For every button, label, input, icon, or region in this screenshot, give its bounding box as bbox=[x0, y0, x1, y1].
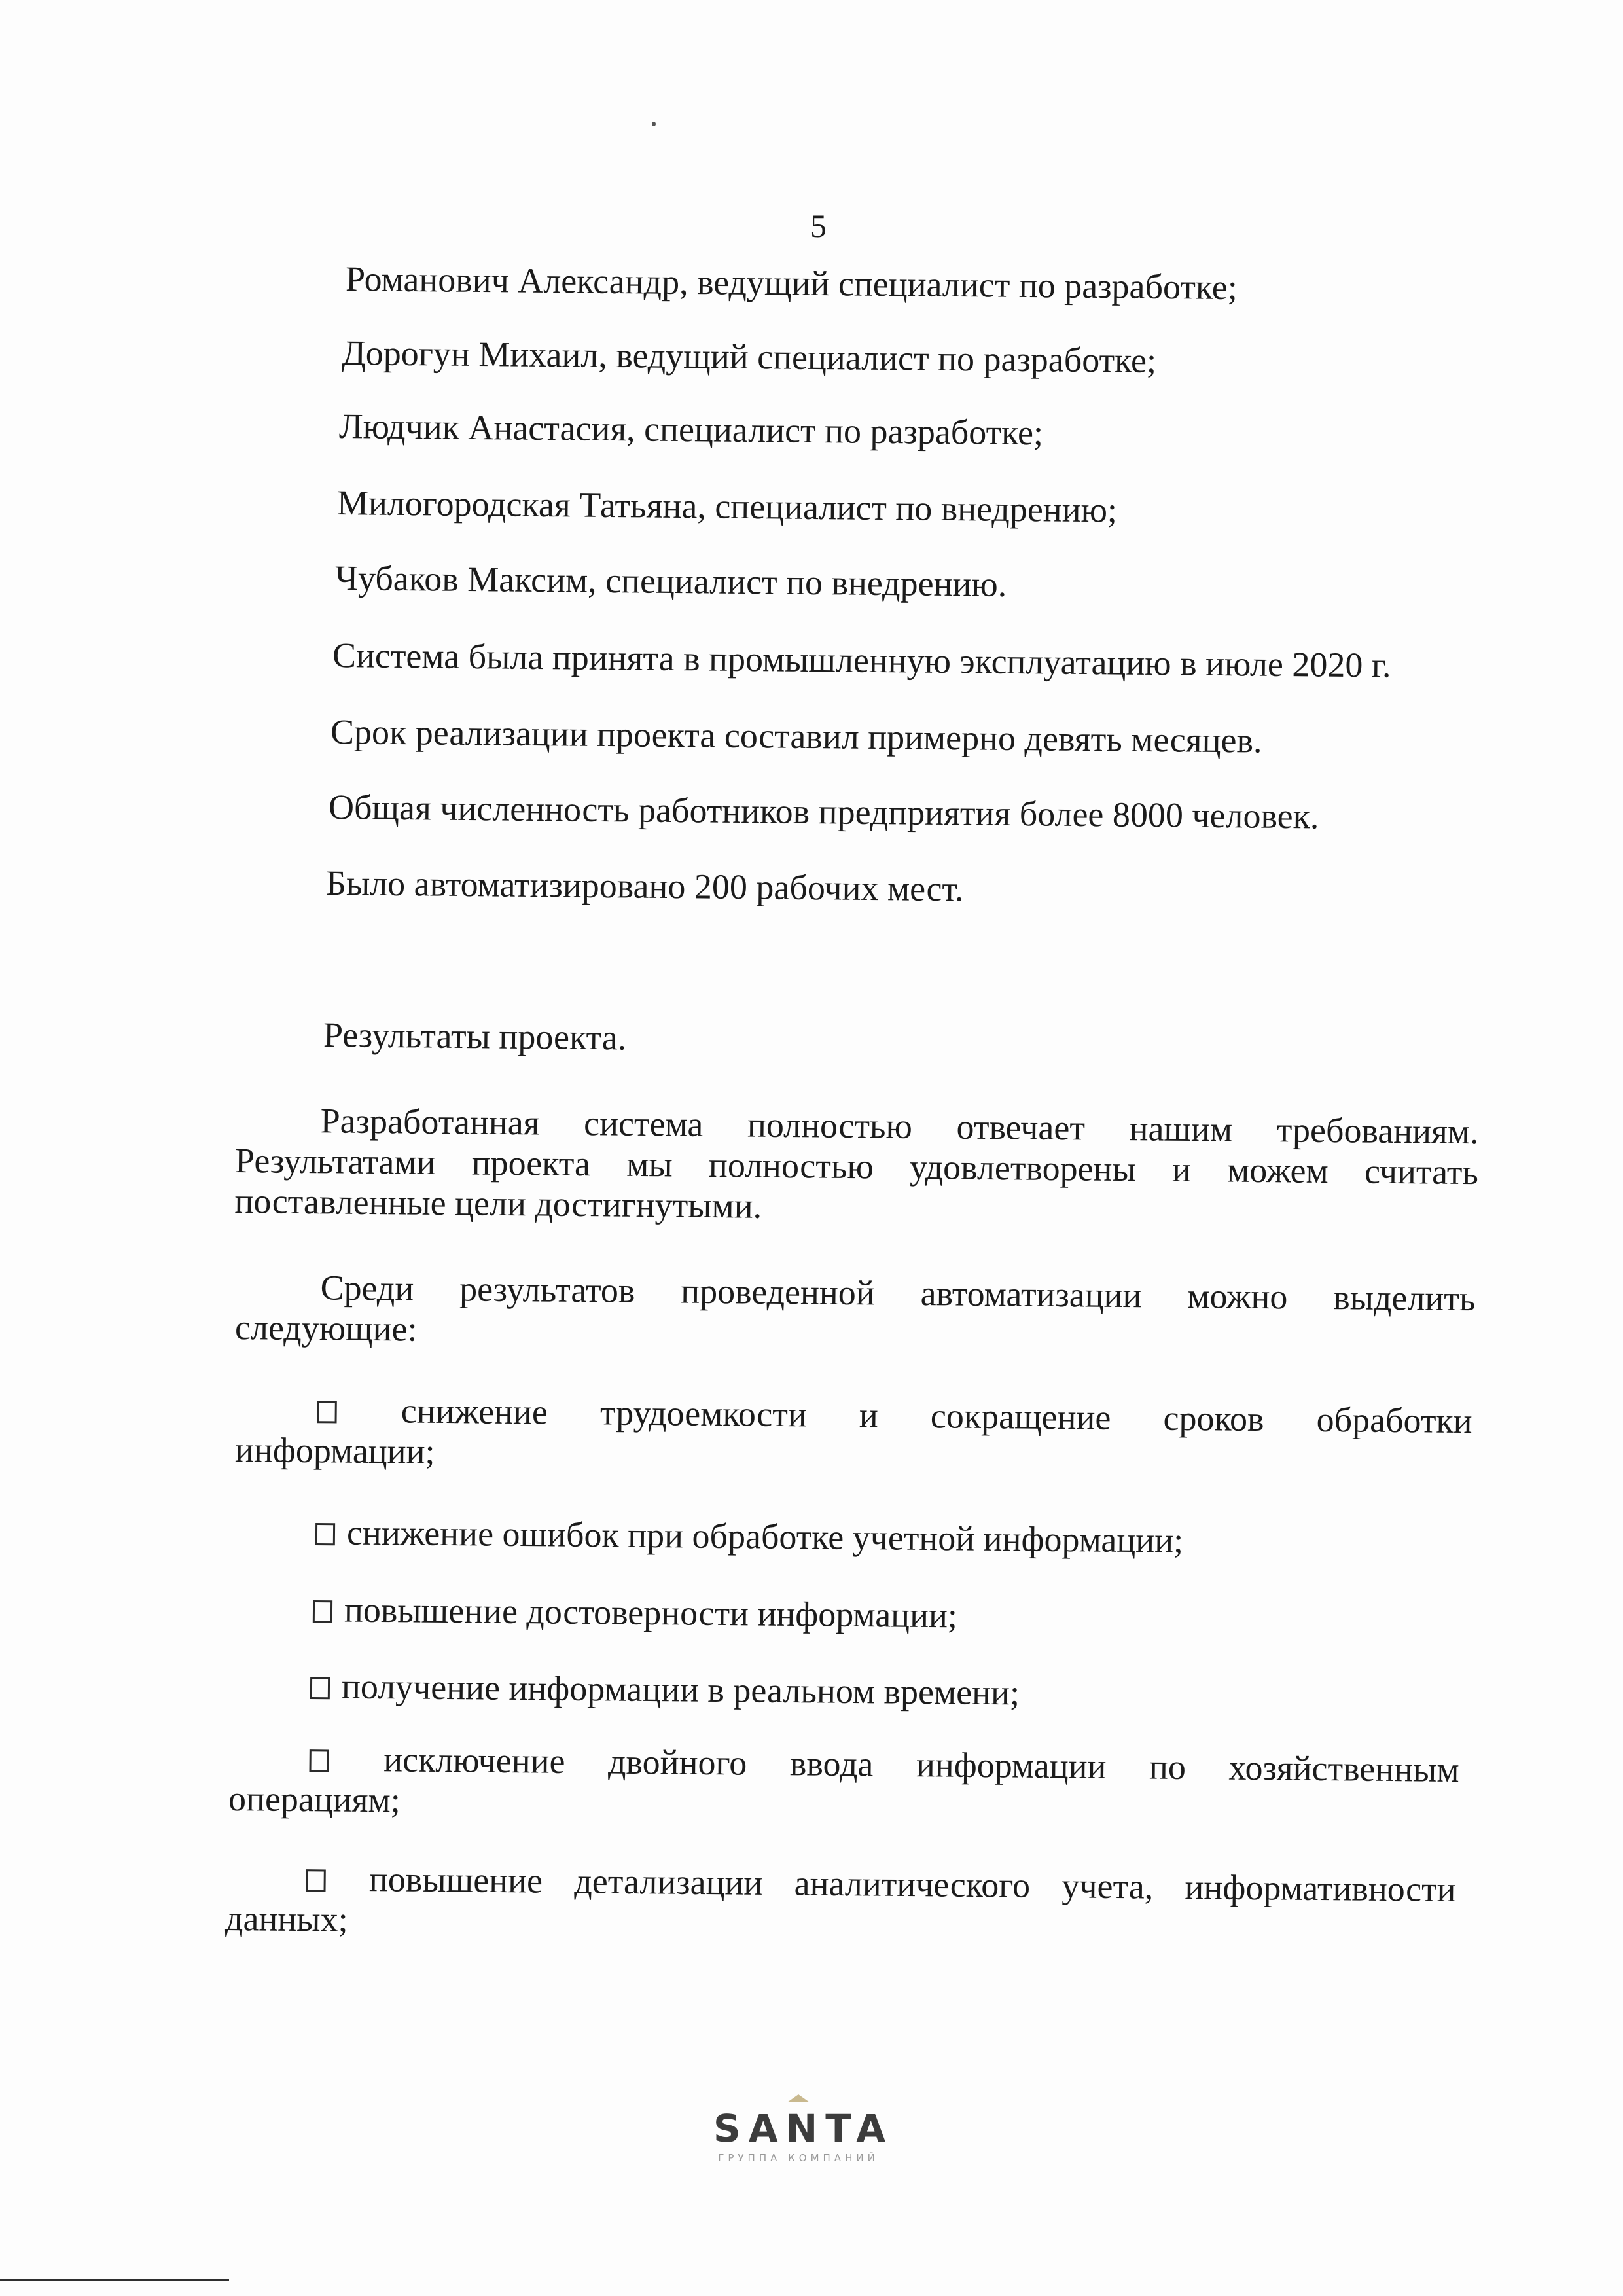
word: трудоемкости bbox=[599, 1393, 808, 1435]
checkbox-icon bbox=[315, 1523, 335, 1545]
word: сокращение bbox=[930, 1396, 1111, 1437]
word: аналитического bbox=[794, 1863, 1031, 1905]
word: система bbox=[583, 1103, 704, 1144]
result-bullet bbox=[315, 1512, 1184, 1561]
word: обработки bbox=[1316, 1399, 1472, 1441]
word: информативности bbox=[1185, 1867, 1456, 1910]
section-heading: Результаты проекта. bbox=[323, 1015, 627, 1058]
team-member-line: Чубаков Максим, специалист по внедрению. bbox=[334, 558, 1007, 604]
result-bullet bbox=[228, 1738, 1459, 1831]
word: сроков bbox=[1163, 1398, 1264, 1439]
word: проведенной bbox=[681, 1271, 876, 1313]
word: выделить bbox=[1333, 1278, 1476, 1319]
paragraph-line: поставленные цели достигнутыми. bbox=[234, 1181, 762, 1226]
word: требованиям. bbox=[1276, 1110, 1479, 1152]
fact-line: Было автоматизировано 200 рабочих мест. bbox=[325, 863, 964, 909]
word: полностью bbox=[747, 1105, 913, 1146]
results-paragraph bbox=[234, 1100, 1479, 1233]
word: учета, bbox=[1061, 1866, 1154, 1907]
team-member-line: Милогородская Татьяна, специалист по внедрению; bbox=[336, 483, 1118, 530]
paragraph-line: следующие: bbox=[234, 1307, 418, 1349]
word: можно bbox=[1187, 1276, 1288, 1317]
fact-line: Срок реализации проекта составил примерно девять месяцев. bbox=[330, 712, 1262, 761]
word: детализации bbox=[574, 1861, 763, 1903]
word: хозяйственным bbox=[1228, 1748, 1459, 1790]
team-member-line: Дорогун Михаил, ведущий специалист по разработке; bbox=[341, 333, 1157, 380]
result-bullet bbox=[235, 1389, 1472, 1482]
team-member-line: Романович Александр, ведущий специалист по разработке; bbox=[345, 259, 1238, 308]
word: Среди bbox=[320, 1268, 414, 1308]
checkbox-icon bbox=[313, 1600, 332, 1623]
result-bullet bbox=[310, 1666, 1020, 1713]
bullet-text: снижение ошибок при обработке учетной информации; bbox=[346, 1513, 1184, 1560]
bullet-text: получение информации в реальном времени; bbox=[341, 1666, 1020, 1713]
footer-rule bbox=[0, 2279, 229, 2281]
checkbox-icon bbox=[309, 1738, 341, 1779]
word: результатов bbox=[459, 1269, 635, 1310]
fact-line: Общая численность работников предприятия более 8000 человек. bbox=[328, 787, 1319, 836]
santa-logo bbox=[713, 2094, 894, 2166]
logo-roof-icon bbox=[787, 2094, 810, 2102]
word: и bbox=[1171, 1149, 1192, 1190]
bullet-line: операциям; bbox=[228, 1778, 401, 1820]
checkbox-icon bbox=[306, 1858, 338, 1899]
bullet-line: данных; bbox=[224, 1898, 348, 1939]
word: нашим bbox=[1129, 1109, 1233, 1149]
word: можем bbox=[1226, 1150, 1329, 1191]
logo-wordmark: SANTA bbox=[713, 2106, 894, 2151]
result-bullet bbox=[313, 1589, 958, 1636]
word: исключение bbox=[383, 1740, 565, 1781]
word: ввода bbox=[789, 1744, 874, 1784]
results-intro bbox=[235, 1266, 1476, 1359]
checkbox-icon bbox=[310, 1677, 330, 1699]
word: отвечает bbox=[956, 1107, 1086, 1148]
word: повышение bbox=[368, 1859, 543, 1901]
result-bullet bbox=[225, 1857, 1456, 1950]
word: мы bbox=[626, 1144, 673, 1185]
word: считать bbox=[1364, 1151, 1479, 1193]
scan-speck bbox=[652, 122, 656, 126]
word: автоматизации bbox=[920, 1274, 1142, 1316]
word: двойного bbox=[607, 1742, 747, 1783]
logo-subtitle: ГРУППА КОМПАНИЙ bbox=[718, 2152, 879, 2164]
page-number: 5 bbox=[810, 207, 827, 244]
word: и bbox=[859, 1395, 879, 1435]
word: полностью bbox=[708, 1145, 874, 1187]
bullet-line: информации; bbox=[234, 1429, 435, 1471]
word: снижение bbox=[401, 1391, 548, 1432]
word: Результатами bbox=[234, 1140, 436, 1182]
word: проекта bbox=[471, 1143, 591, 1184]
word: Разработанная bbox=[320, 1101, 540, 1143]
word: по bbox=[1149, 1747, 1186, 1787]
bullet-text: повышение достоверности информации; bbox=[344, 1590, 958, 1636]
checkbox-icon bbox=[317, 1390, 349, 1430]
word: информации bbox=[916, 1745, 1107, 1786]
fact-line: Система была принята в промышленную эксплуатацию в июле 2020 г. bbox=[332, 636, 1391, 685]
team-member-line: Людчик Анастасия, специалист по разработке; bbox=[338, 406, 1044, 453]
word: удовлетворены bbox=[909, 1147, 1137, 1189]
